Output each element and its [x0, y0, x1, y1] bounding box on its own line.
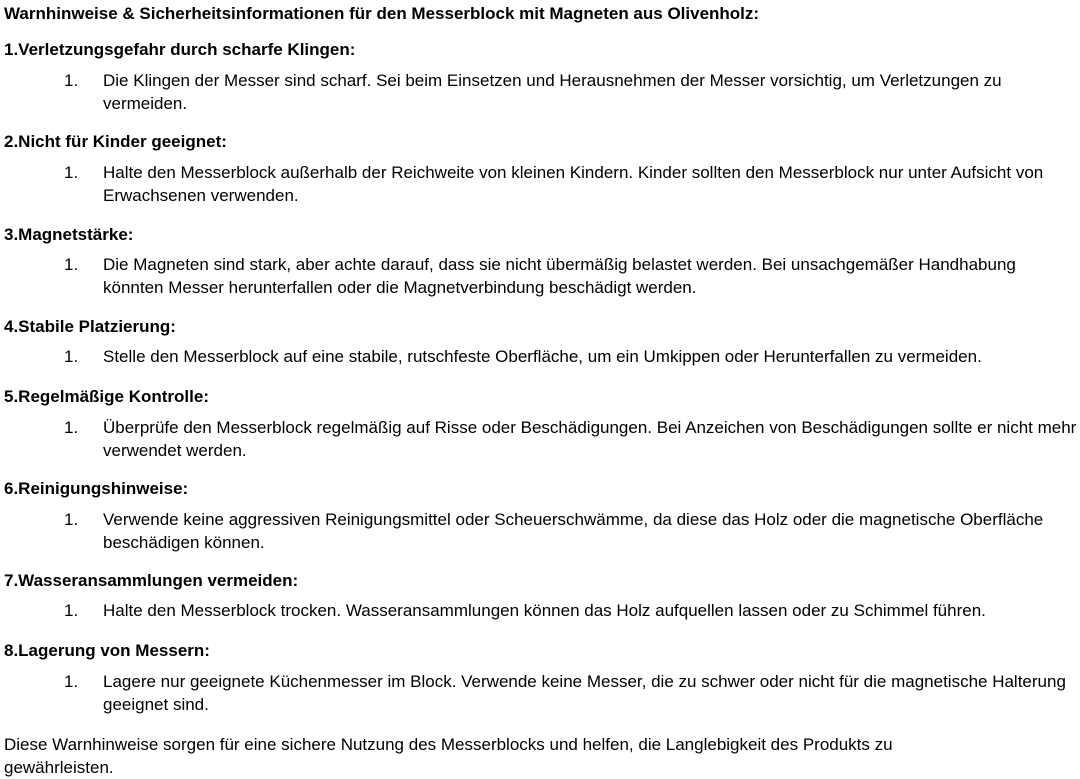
list-item-number: 1.	[64, 418, 79, 437]
list-item-number: 1.	[64, 672, 79, 691]
list-item-number: 1.	[64, 255, 79, 274]
section-heading-3: 3.Magnetstärke:	[4, 225, 134, 244]
document-title: Warnhinweise & Sicherheitsinformationen für den Messerblock mit Magneten aus Olivenholz:	[4, 4, 760, 23]
list-item-text: Stelle den Messerblock auf eine stabile, rutschfeste Oberfläche, um ein Umkippen oder Herunterfallen zu vermeiden.	[103, 347, 982, 366]
list-item-text: Überprüfe den Messerblock regelmäßig auf Risse oder Beschädigungen. Bei Anzeichen von Beschädigungen sollte er nicht mehr verwendet werden.	[103, 418, 1077, 460]
section-heading-1: 1.Verletzungsgefahr durch scharfe Klingen:	[4, 40, 356, 59]
closing-paragraph: Diese Warnhinweise sorgen für eine sichere Nutzung des Messerblocks und helfen, die Langlebigkeit des Produkts zu gewährleisten.	[4, 735, 893, 777]
section-heading-5: 5.Regelmäßige Kontrolle:	[4, 387, 209, 406]
section-heading-7: 7.Wasseransammlungen vermeiden:	[4, 571, 299, 590]
list-item-text: Die Klingen der Messer sind scharf. Sei beim Einsetzen und Herausnehmen der Messer vorsichtig, um Verletzungen zu vermeiden.	[103, 71, 1002, 113]
list-item-number: 1.	[64, 510, 79, 529]
section-heading-6: 6.Reinigungshinweise:	[4, 479, 189, 498]
list-item-text: Halte den Messerblock außerhalb der Reichweite von kleinen Kindern. Kinder sollten den Messerblock nur unter Aufsicht von Erwachsenen verwenden.	[103, 163, 1044, 205]
list-item-number: 1.	[64, 71, 79, 90]
list-item-number: 1.	[64, 347, 79, 366]
section-heading-8: 8.Lagerung von Messern:	[4, 641, 210, 660]
list-item-text: Halte den Messerblock trocken. Wasseransammlungen können das Holz aufquellen lassen oder zu Schimmel führen.	[103, 601, 986, 620]
list-item-text: Die Magneten sind stark, aber achte darauf, dass sie nicht übermäßig belastet werden. Bei unsachgemäßer Handhabung könnten Messer herunterfallen oder die Magnetverbindung beschädigt werden.	[103, 255, 1016, 297]
list-item-text: Verwende keine aggressiven Reinigungsmittel oder Scheuerschwämme, da diese das Holz oder die magnetische Oberfläche beschädigen können.	[103, 510, 1044, 552]
list-item-number: 1.	[64, 601, 79, 620]
section-heading-2: 2.Nicht für Kinder geeignet:	[4, 132, 227, 151]
list-item-number: 1.	[64, 163, 79, 182]
list-item-text: Lagere nur geeignete Küchenmesser im Block. Verwende keine Messer, die zu schwer oder nicht für die magnetische Halterung geeignet sind.	[103, 672, 1066, 714]
section-heading-4: 4.Stabile Platzierung:	[4, 317, 176, 336]
